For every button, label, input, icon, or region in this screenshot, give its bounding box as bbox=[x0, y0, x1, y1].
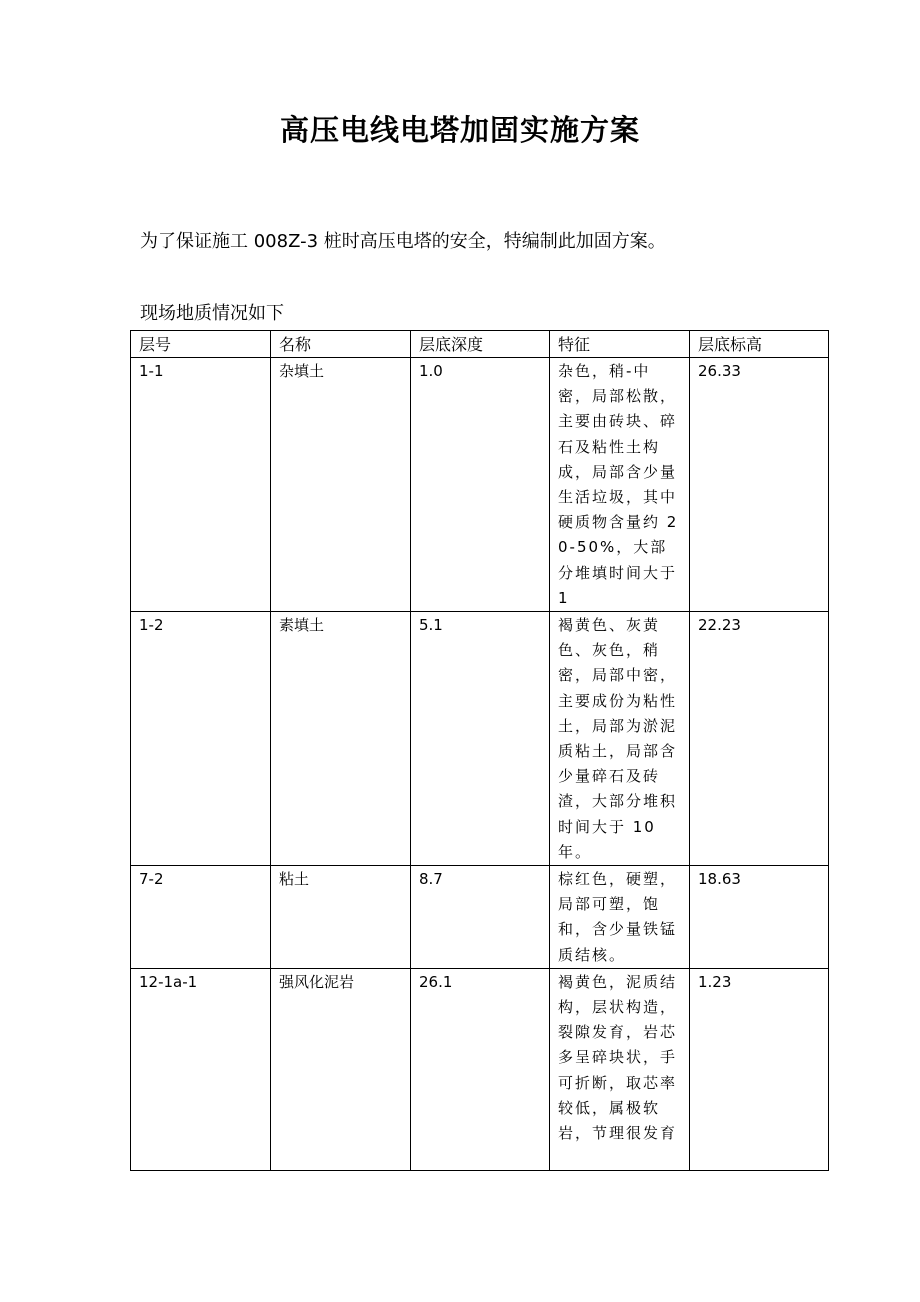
cell-name: 强风化泥岩 bbox=[271, 968, 411, 1170]
header-depth: 层底深度 bbox=[411, 331, 550, 358]
table-row bbox=[131, 612, 829, 866]
cell-layer: 1-1 bbox=[131, 358, 271, 612]
cell-depth: 1.0 bbox=[411, 358, 550, 612]
cell-elevation: 1.23 bbox=[690, 968, 829, 1170]
cell-layer: 1-2 bbox=[131, 612, 271, 866]
cell-name: 杂填土 bbox=[271, 358, 411, 612]
geology-table bbox=[130, 330, 829, 1171]
intro-paragraph: 为了保证施工 008Z-3 桩时高压电塔的安全，特编制此加固方案。 bbox=[140, 231, 666, 252]
table-row bbox=[131, 358, 829, 612]
header-feature: 特征 bbox=[550, 331, 690, 358]
cell-elevation: 22.23 bbox=[690, 612, 829, 866]
cell-layer: 7-2 bbox=[131, 866, 271, 969]
cell-name: 素填土 bbox=[271, 612, 411, 866]
cell-depth: 8.7 bbox=[411, 866, 550, 969]
table-row bbox=[131, 968, 829, 1170]
cell-feature: 褐黄色、灰黄色、灰色，稍密，局部中密，主要成份为粘性土，局部为淤泥质粘土，局部含少量碎石及砖渣，大部分堆积时间大于 10 年。 bbox=[550, 612, 690, 866]
cell-depth: 5.1 bbox=[411, 612, 550, 866]
cell-layer: 12-1a-1 bbox=[131, 968, 271, 1170]
cell-name: 粘土 bbox=[271, 866, 411, 969]
cell-feature: 褐黄色，泥质结构，层状构造，裂隙发育，岩芯多呈碎块状，手可折断，取芯率较低，属极软岩，节理很发育 bbox=[550, 968, 690, 1170]
document-title: 高压电线电塔加固实施方案 bbox=[279, 113, 640, 147]
table-row bbox=[131, 866, 829, 969]
cell-depth: 26.1 bbox=[411, 968, 550, 1170]
cell-feature: 杂色，稍-中密，局部松散，主要由砖块、碎石及粘性土构成，局部含少量生活垃圾，其中硬质物含量约 20-50%，大部分堆填时间大于 1 bbox=[550, 358, 690, 612]
header-name: 名称 bbox=[271, 331, 411, 358]
cell-elevation: 26.33 bbox=[690, 358, 829, 612]
cell-elevation: 18.63 bbox=[690, 866, 829, 969]
cell-feature: 棕红色，硬塑，局部可塑，饱和，含少量铁锰质结核。 bbox=[550, 866, 690, 969]
header-elevation: 层底标高 bbox=[690, 331, 829, 358]
table-header-row bbox=[131, 331, 829, 358]
header-layer: 层号 bbox=[131, 331, 271, 358]
table-caption: 现场地质情况如下 bbox=[140, 303, 284, 324]
